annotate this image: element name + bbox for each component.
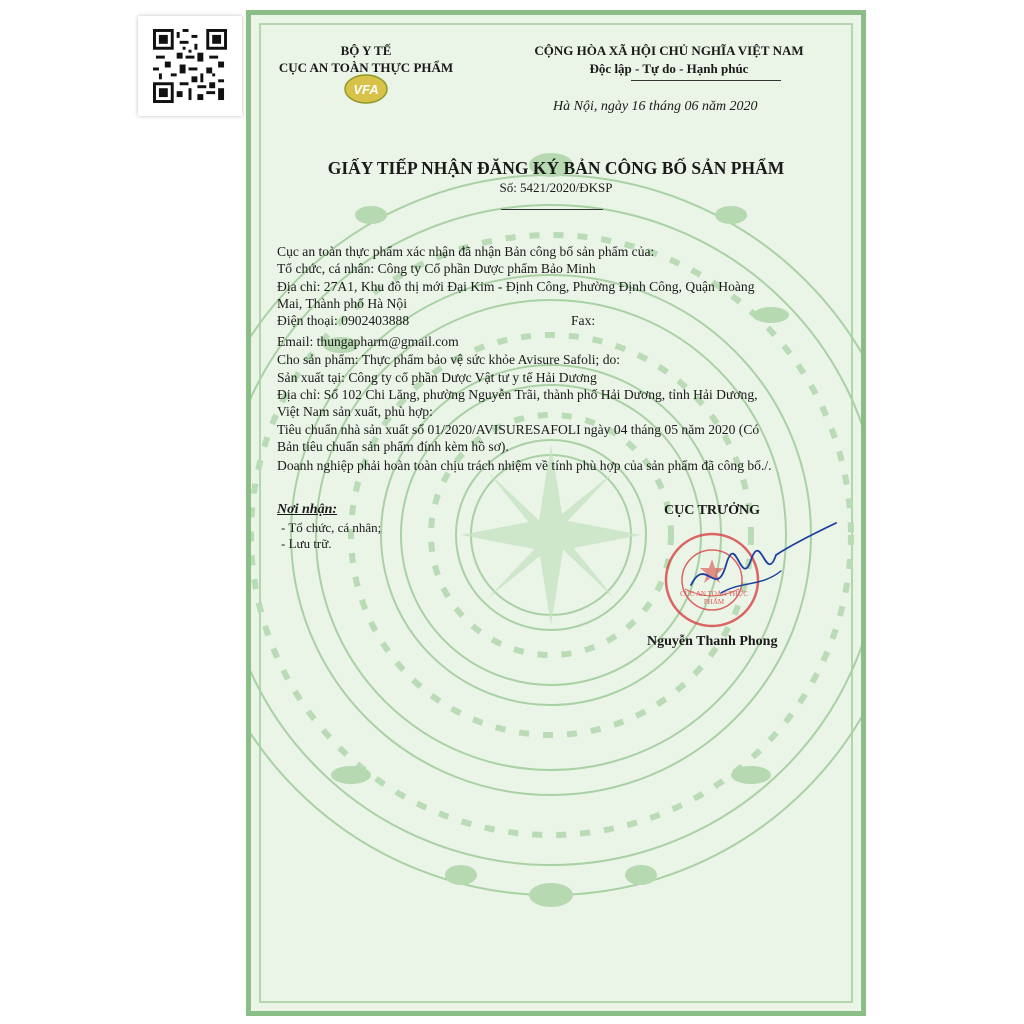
national-motto: Độc lập - Tự do - Hạnh phúc	[589, 61, 749, 76]
signer-name: Nguyễn Thanh Phong	[647, 634, 778, 649]
signer-title: CỤC TRƯỞNG	[664, 503, 761, 518]
body-line-product: Cho sản phẩm: Thực phẩm bảo vệ sức khỏe Avisure Safoli; do:	[277, 352, 621, 367]
body-line-address-2: Mai, Thành phố Hà Nội	[277, 296, 408, 311]
body-line-standard-1: Tiêu chuẩn nhà sản xuất số 01/2020/AVISURESAFOLI ngày 04 tháng 05 năm 2020 (Có	[277, 422, 760, 437]
agency-name: CỤC AN TOÀN THỰC PHẨM	[278, 60, 454, 75]
recipients-heading: Nơi nhận:	[277, 502, 338, 517]
document-title: GIẤY TIẾP NHẬN ĐĂNG KÝ BẢN CÔNG BỐ SẢN PHẨM	[327, 158, 785, 178]
body-line-organization: Tổ chức, cá nhân: Công ty Cổ phần Dược phẩm Bảo Minh	[277, 261, 596, 276]
body-line-intro: Cục an toàn thực phẩm xác nhận đã nhận Bản công bố sản phẩm của:	[277, 244, 655, 259]
country-name: CỘNG HÒA XÃ HỘI CHỦ NGHĨA VIỆT NAM	[534, 43, 804, 58]
body-line-address-1: Địa chỉ: 27A1, Khu đô thị mới Đại Kim - Định Công, Phường Định Công, Quận Hoàng	[277, 279, 755, 294]
handwritten-signature	[681, 515, 841, 615]
body-line-manufacturer-address-2: Việt Nam sản xuất, phù hợp:	[277, 404, 433, 419]
recipient-item: - Tổ chức, cá nhân;	[281, 520, 382, 535]
ministry-name: BỘ Y TẾ	[340, 43, 392, 58]
body-line-manufacturer: Sản xuất tại: Công ty cổ phần Dược Vật tư y tế Hải Dương	[277, 370, 597, 385]
qr-code-icon	[152, 29, 228, 103]
body-line-phone: Điện thoại: 0902403888	[277, 313, 410, 328]
title-underline	[501, 209, 603, 210]
body-line-fax: Fax:	[571, 313, 596, 328]
vfa-logo	[343, 73, 389, 105]
stamp-text: CỤC AN TOÀN THỰC PHẨM	[680, 590, 748, 606]
vfa-logo-text: VFA	[353, 82, 379, 97]
document-number: Số: 5421/2020/ĐKSP	[499, 180, 613, 195]
certificate-sheet	[246, 10, 866, 1016]
body-line-responsibility: Doanh nghiệp phải hoàn toàn chịu trách nhiệm về tính phù hợp của sản phẩm đã công bố./.	[277, 458, 772, 473]
body-line-manufacturer-address-1: Địa chỉ: Số 102 Chi Lăng, phường Nguyễn Trãi, thành phố Hải Dương, tỉnh Hải Dương,	[277, 387, 758, 402]
issue-date: Hà Nội, ngày 16 tháng 06 năm 2020	[553, 99, 758, 114]
body-line-standard-2: Bản tiêu chuẩn sản phẩm đính kèm hồ sơ).	[277, 439, 509, 454]
recipient-item: - Lưu trữ.	[281, 536, 332, 551]
motto-underline	[631, 80, 781, 81]
qr-code	[138, 16, 242, 116]
body-line-email: Email: thungapharm@gmail.com	[277, 334, 459, 349]
